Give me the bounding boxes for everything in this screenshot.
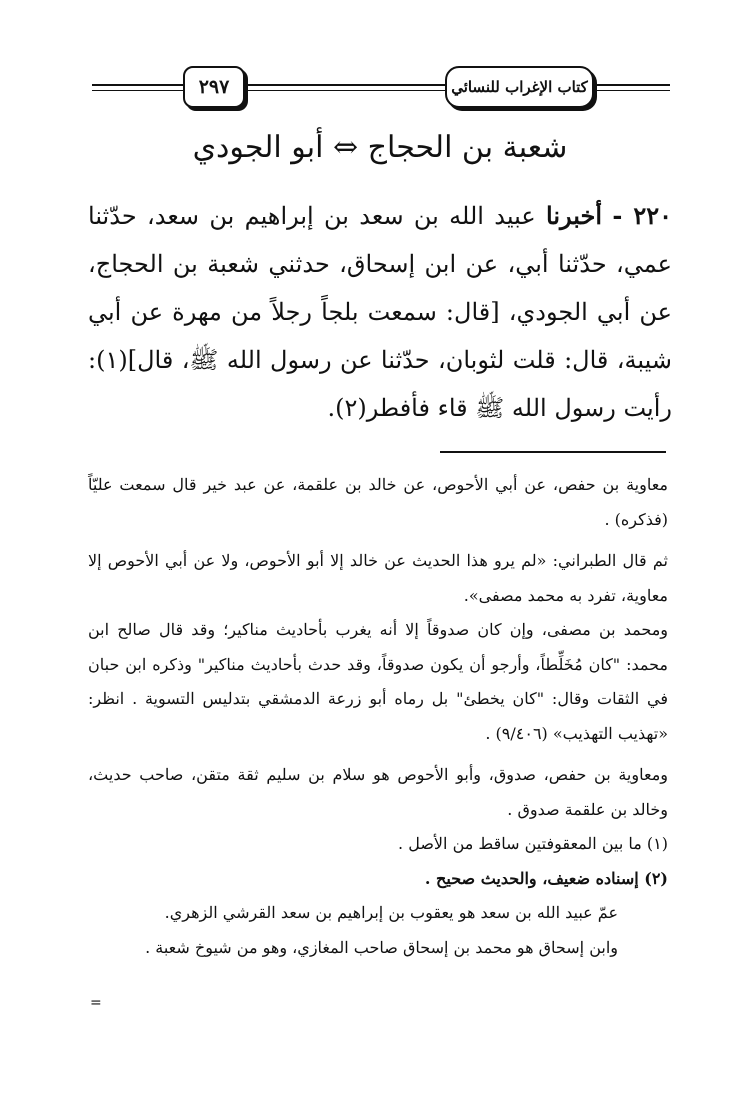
continuation-mark: = — [90, 995, 102, 1011]
hadith-opening-word: أخبرنا — [546, 201, 602, 230]
footnote-2-line: عمّ عبيد الله بن سعد هو يعقوب بن إبراهيم بن سعد القرشي الزهري. — [164, 903, 618, 922]
page-number: ٢٩٧ — [198, 76, 230, 98]
book-title-frame — [445, 66, 594, 108]
footnote-paragraph: ثم قال الطبراني: «لم يرو هذا الحديث عن خالد إلا أبو الأحوص، ولا عن أبي الأحوص إلا معاوية، تفرد به محمد مصفى». — [88, 551, 668, 605]
hadith-body — [88, 192, 672, 432]
hadith-number: ٢٢٠ - — [612, 201, 673, 230]
footnote-1: (١) ما بين المعقوفتين ساقط من الأصل . — [398, 834, 668, 853]
footnote-paragraph: ومعاوية بن حفص، صدوق، وأبو الأحوص هو سلام بن سليم ثقة متقن، صاحب حديث، وخالد بن علقمة صدوق . — [88, 765, 668, 819]
footnotes — [88, 468, 668, 965]
footnote-separator — [440, 451, 666, 453]
book-title: كتاب الإغراب للنسائي — [451, 78, 588, 96]
hadith-text: عبيد الله بن سعد بن إبراهيم بن سعد، حدّثنا عمي، حدّثنا أبي، عن ابن إسحاق، حدثني شعبة بن الحجاج، عن أبي الجودي، [قال: سمعت بلجاً رجلاً من مهرة عن أبي شيبة، قال: قلت لثوبان، حدّثنا عن رسول الله ﷺ، قال](١): رأيت رسول الله ﷺ قاء فأفطر(٢). — [88, 202, 672, 422]
footnote-2: (٢) إسناده ضعيف، والحديث صحيح . — [424, 868, 668, 888]
chapter-title: شعبة بن الحجاج ⇔ أبو الجودي — [192, 130, 568, 165]
footnote-2-line: وابن إسحاق هو محمد بن إسحاق صاحب المغازي، وهو من شيوخ شعبة . — [145, 937, 618, 957]
footnote-paragraph: معاوية بن حفص، عن أبي الأحوص، عن خالد بن علقمة، عن عبد خير قال سمعت عليّاً (فذكره) . — [88, 475, 668, 529]
page-number-frame — [183, 66, 245, 108]
footnote-paragraph: ومحمد بن مصفى، وإن كان صدوقاً إلا أنه يغرب بأحاديث مناكير؛ وقد قال صالح ابن محمد: "كان مُخَلِّطاً، وأرجو أن يكون صدوقاً، وقد حدث بأحاديث مناكير" وذكره ابن حبان في الثقات وقال: "كان يخطئ" بل رماه أبو زرعة الدمشقي بتدليس التسوية . انظر: «تهذيب التهذيب» (٩/٤٠٦) . — [88, 620, 669, 743]
